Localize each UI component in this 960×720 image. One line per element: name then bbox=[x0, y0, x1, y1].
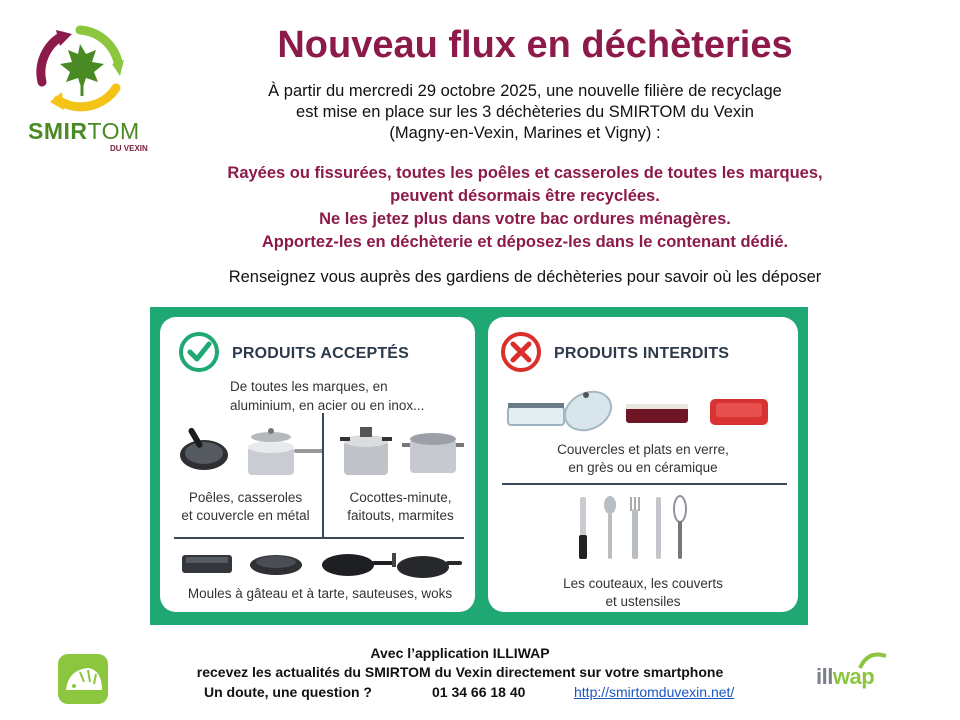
logo-subtitle: DU VEXIN bbox=[110, 144, 148, 153]
smirtom-logo bbox=[22, 22, 172, 152]
illiwap-app-icon[interactable] bbox=[58, 654, 108, 704]
advice-text: Renseignez vous auprès des gardiens de déchèteries pour savoir où les déposer bbox=[228, 268, 822, 286]
forbidden-item2-caption: Les couteaux, les couverts et ustensiles bbox=[563, 576, 723, 609]
accepted-heading: PRODUITS ACCEPTÉS bbox=[232, 345, 410, 362]
cross-circle-icon bbox=[500, 331, 542, 373]
forbidden-item1-caption: Couvercles et plats en verre, en grès ou en céramique bbox=[557, 442, 729, 475]
forbidden-divider-horizontal bbox=[502, 483, 787, 485]
phone-number[interactable]: 01 34 66 18 40 bbox=[432, 684, 526, 700]
cutlery-utensils-icon bbox=[574, 495, 694, 563]
website-link[interactable]: http://smirtomduvexin.net/ bbox=[574, 684, 735, 700]
recycling-infographic bbox=[150, 307, 808, 625]
forbidden-card bbox=[488, 317, 798, 612]
illiwap-logo: illwap bbox=[812, 650, 902, 694]
hedgehog-icon bbox=[58, 654, 108, 704]
accepted-subtitle: De toutes les marques, en aluminium, en acier ou en inox... bbox=[230, 379, 425, 413]
pan-saucepan-icon bbox=[178, 417, 328, 479]
pressure-cooker-icon bbox=[340, 421, 465, 479]
glass-ceramic-dishes-icon bbox=[502, 385, 787, 433]
page-title: Nouveau flux en déchèteries bbox=[277, 24, 793, 66]
accepted-item2-caption: Cocottes-minute, faitouts, marmites bbox=[347, 490, 454, 523]
accepted-divider-vertical bbox=[322, 413, 324, 537]
intro-text: À partir du mercredi 29 octobre 2025, une nouvelle filière de recyclage est mise en place sur les 3 déchèteries du SMIRTOM du Vexin (Magny-en-Vexin, Marines et Vigny) : bbox=[268, 82, 782, 142]
accepted-item3-caption: Moules à gâteau et à tarte, sauteuses, woks bbox=[187, 586, 453, 601]
recycle-leaf-icon bbox=[22, 22, 172, 122]
forbidden-heading: PRODUITS INTERDITS bbox=[554, 345, 730, 362]
accepted-card bbox=[160, 317, 475, 612]
check-circle-icon bbox=[178, 331, 220, 373]
molds-woks-icon bbox=[178, 545, 463, 581]
question-text: Un doute, une question ? bbox=[204, 684, 372, 700]
footer-app-text: Avec l’application ILLIWAP recevez les actualités du SMIRTOM du Vexin directement sur votre smartphone bbox=[196, 645, 724, 680]
accepted-divider-horizontal bbox=[174, 537, 464, 539]
logo-wordmark: SMIRTOM bbox=[28, 118, 140, 144]
accepted-item1-caption: Poêles, casseroles et couvercle en métal bbox=[181, 490, 310, 523]
highlight-text: Rayées ou fissurées, toutes les poêles et casseroles de toutes les marques, peuvent désormais être recyclées. Ne les jetez plus dans votre bac ordures ménagères. Apportez-les en déchèterie et déposez-les dans le contenant dédié. bbox=[227, 164, 823, 251]
